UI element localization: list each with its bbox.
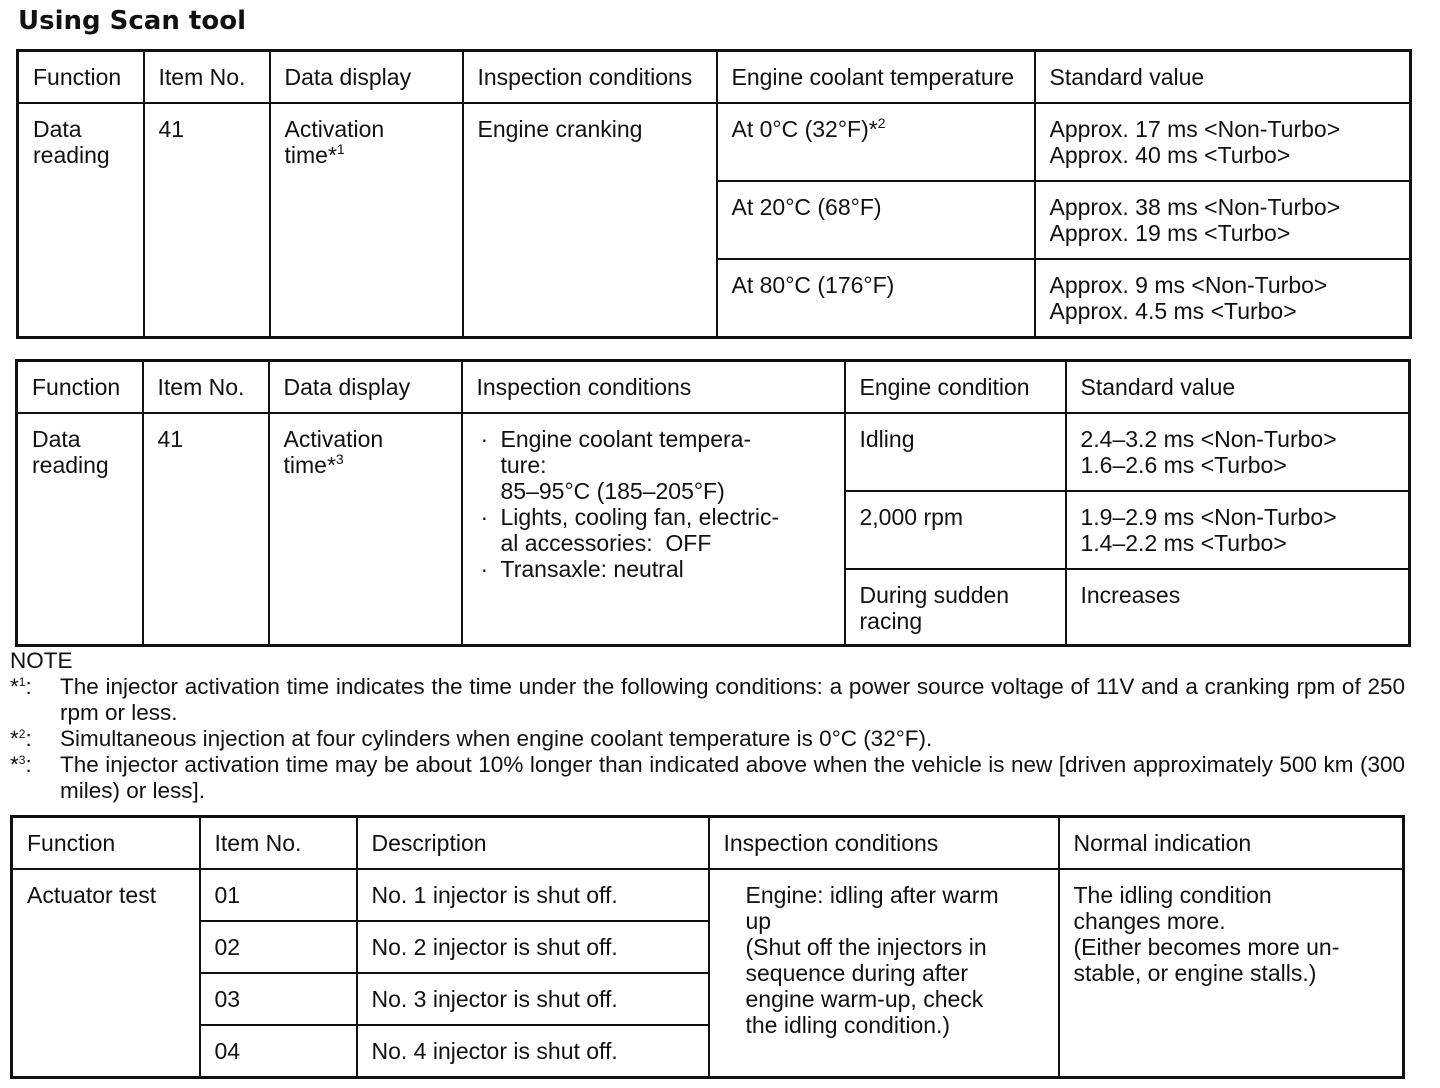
item-no-cell: 01 [200,869,357,921]
header-standard-value: Standard value [1035,51,1411,104]
list-item: · Engine coolant tempera- ture: 85–95°C (185–205°F) [477,426,836,504]
header-standard-value: Standard value [1066,361,1410,414]
description-cell: No. 1 injector is shut off. [357,869,709,921]
item-no-cell: 04 [200,1025,357,1077]
footnote-2: *$^2$: Simultaneous injection at four cylinders when engine coolant temperature is 0°C (32°F). [10,726,933,751]
footnote-3: *$^3$: The injector activation time may be about 10% longer than indicated above when the vehicle is new [driven approximately 500 km (300 miles) or less]. [10,752,1405,803]
header-function: Function [18,51,144,104]
data-display-cell: Activation time*$^1$ [270,103,463,337]
value-cell: 1.9–2.9 ms <Non-Turbo> 1.4–2.2 ms <Turbo> [1066,491,1410,569]
item-no-cell: 41 [143,413,269,645]
function-cell: Data reading [17,413,143,645]
item-no-cell: 03 [200,973,357,1025]
header-item-no: Item No. [143,361,269,414]
item-no-cell: 02 [200,921,357,973]
item-no-cell: 41 [144,103,270,337]
table-header-row [17,361,1410,414]
header-normal-indication: Normal indication [1059,817,1404,870]
note-section [10,648,1405,804]
header-data-display: Data display [270,51,463,104]
table-row [17,413,1410,491]
description-cell: No. 3 injector is shut off. [357,973,709,1025]
normal-indication-cell: The idling condition changes more. (Either becomes more un- stable, or engine stalls.) [1059,869,1404,1077]
scan-table-cranking [16,49,1412,339]
value-cell: Approx. 17 ms <Non-Turbo> Approx. 40 ms <Turbo> [1035,103,1411,181]
description-cell: No. 2 injector is shut off. [357,921,709,973]
value-cell: Approx. 38 ms <Non-Turbo> Approx. 19 ms <Turbo> [1035,181,1411,259]
value-cell: 2.4–3.2 ms <Non-Turbo> 1.6–2.6 ms <Turbo> [1066,413,1410,491]
header-function: Function [12,817,200,870]
function-cell: Actuator test [12,869,200,1077]
inspection-cell: Engine: idling after warm up (Shut off the injectors in sequence during after engine warm-up, check the idling condition.) [709,869,1059,1077]
table-row [18,103,1411,181]
scan-table-idling [15,359,1411,647]
table-row [12,869,1404,921]
list-item: · Lights, cooling fan, electric- al accessories: OFF [477,504,836,556]
note-title: NOTE [10,648,73,673]
inspection-cell [462,413,845,645]
temp-cell: At 20°C (68°F) [717,181,1035,259]
table-header-row [18,51,1411,104]
page-title: Using Scan tool [18,6,246,36]
header-inspection-conditions: Inspection conditions [463,51,717,104]
header-engine-condition: Engine condition [845,361,1066,414]
header-data-display: Data display [269,361,462,414]
list-item: · Transaxle: neutral [477,556,836,582]
inspection-cell: Engine cranking [463,103,717,337]
header-inspection-conditions: Inspection conditions [462,361,845,414]
header-description: Description [357,817,709,870]
condition-cell: Idling [845,413,1066,491]
header-item-no: Item No. [144,51,270,104]
value-cell: Approx. 9 ms <Non-Turbo> Approx. 4.5 ms <Turbo> [1035,259,1411,337]
condition-cell: During sudden racing [845,569,1066,645]
header-coolant-temperature: Engine coolant temperature [717,51,1035,104]
condition-cell: 2,000 rpm [845,491,1066,569]
inspection-list [477,426,836,582]
header-inspection-conditions: Inspection conditions [709,817,1059,870]
description-cell: No. 4 injector is shut off. [357,1025,709,1077]
header-item-no: Item No. [200,817,357,870]
table-header-row [12,817,1404,870]
actuator-test-table [10,815,1405,1079]
temp-cell: At 0°C (32°F)*$^2$ [717,103,1035,181]
data-display-cell: Activation time*$^3$ [269,413,462,645]
footnote-1: *$^1$: The injector activation time indicates the time under the following conditions: a power source voltage of 11V and a cranking rpm of 250 rpm or less. [10,674,1405,725]
temp-cell: At 80°C (176°F) [717,259,1035,337]
header-function: Function [17,361,143,414]
function-cell: Data reading [18,103,144,337]
value-cell: Increases [1066,569,1410,645]
